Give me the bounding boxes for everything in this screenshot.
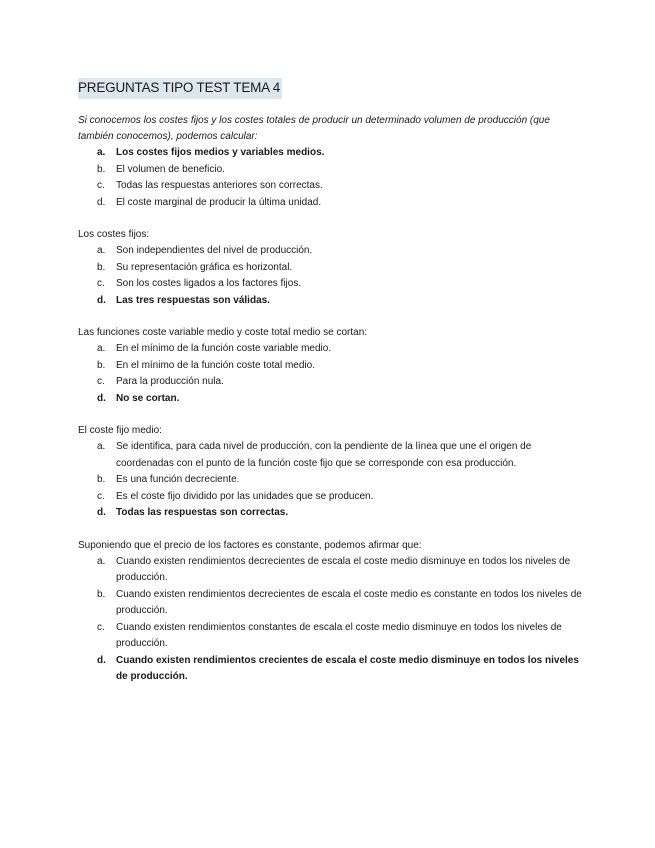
option-letter: b.	[97, 261, 106, 273]
option-text: Son los costes ligados a los factores fijos.	[116, 278, 302, 289]
question-stem: Suponiendo que el precio de los factores es constante, podemos afirmar que:	[78, 539, 422, 551]
option-letter: a.	[97, 441, 106, 452]
option-b	[78, 587, 588, 620]
options-list	[78, 341, 588, 407]
option-letter: d.	[97, 654, 106, 666]
option-letter: c.	[97, 180, 105, 191]
option-text: Cuando existen rendimientos decrecientes de escala el coste medio disminuye en todos los niveles de producción.	[116, 555, 571, 583]
option-letter: d.	[97, 507, 106, 518]
option-text: Es una función decreciente.	[116, 474, 240, 485]
option-text: No se cortan.	[116, 392, 180, 404]
option-text: Los costes fijos medios y variables medios.	[116, 147, 325, 158]
document-page	[78, 78, 588, 702]
question-stem: Las funciones coste variable medio y coste total medio se cortan:	[78, 327, 368, 338]
option-letter: b.	[97, 588, 106, 600]
option-text: Es el coste fijo dividido por las unidades que se producen.	[116, 490, 374, 502]
option-letter: c.	[97, 490, 105, 502]
option-b	[78, 358, 588, 375]
option-text: Son independientes del nivel de producción.	[116, 245, 313, 256]
question-5	[78, 538, 588, 686]
question-stem: Los costes fijos:	[78, 229, 150, 240]
option-text: Cuando existen rendimientos crecientes de escala el coste medio disminuye en todos los niveles de producción.	[116, 654, 579, 682]
option-text: El volumen de beneficio.	[116, 163, 225, 175]
options-list	[78, 554, 588, 686]
option-text: Su representación gráfica es horizontal.	[116, 261, 293, 273]
option-text: Todas las respuestas son correctas.	[116, 507, 289, 518]
options-list	[78, 439, 588, 522]
page-title: PREGUNTAS TIPO TEST TEMA 4	[78, 78, 282, 99]
option-letter: d.	[97, 196, 106, 208]
options-list	[78, 145, 588, 211]
option-text: Las tres respuestas son válidas.	[116, 294, 270, 306]
option-text: Se identifica, para cada nivel de producción, con la pendiente de la línea que une el origen de coordenadas con el punto de la función coste fijo que se corresponde con esa producción.	[116, 441, 532, 469]
options-list	[78, 243, 588, 309]
option-text: En el mínimo de la función coste variable medio.	[116, 343, 332, 354]
option-d	[78, 653, 588, 686]
question-stem: Si conocemos los costes fijos y los costes totales de producir un determinado volumen de producción (que también conocemos), podemos calcular:	[78, 115, 550, 142]
option-a	[78, 145, 588, 162]
option-letter: c.	[97, 278, 105, 289]
option-letter: a.	[97, 147, 106, 158]
option-b	[78, 472, 588, 489]
option-a	[78, 341, 588, 358]
option-text: En el mínimo de la función coste total medio.	[116, 359, 315, 371]
option-letter: d.	[97, 392, 106, 404]
option-c	[78, 276, 588, 293]
question-4	[78, 423, 588, 522]
option-text: Todas las respuestas anteriores son correctas.	[116, 180, 323, 191]
option-c	[78, 620, 588, 653]
option-letter: c.	[97, 621, 105, 633]
option-d	[78, 195, 588, 212]
option-letter: c.	[97, 376, 105, 387]
question-3	[78, 325, 588, 407]
question-2	[78, 227, 588, 309]
option-d	[78, 391, 588, 408]
option-text: El coste marginal de producir la última unidad.	[116, 196, 322, 208]
option-letter: b.	[97, 359, 106, 371]
option-text: Cuando existen rendimientos decrecientes de escala el coste medio es constante en todos los niveles de producción.	[116, 588, 582, 616]
option-letter: a.	[97, 343, 106, 354]
question-1	[78, 113, 588, 211]
option-c	[78, 374, 588, 391]
option-letter: a.	[97, 555, 106, 567]
option-letter: d.	[97, 294, 106, 306]
option-b	[78, 260, 588, 277]
option-a	[78, 554, 588, 587]
option-a	[78, 439, 588, 472]
option-text: Para la producción nula.	[116, 376, 224, 387]
option-letter: a.	[97, 245, 106, 256]
option-d	[78, 505, 588, 522]
option-a	[78, 243, 588, 260]
option-c	[78, 489, 588, 506]
option-b	[78, 162, 588, 179]
option-d	[78, 293, 588, 310]
option-c	[78, 178, 588, 195]
option-letter: b.	[97, 474, 106, 485]
option-letter: b.	[97, 163, 106, 175]
question-stem: El coste fijo medio:	[78, 425, 162, 436]
option-text: Cuando existen rendimientos constantes de escala el coste medio disminuye en todos los niveles de producción.	[116, 621, 562, 649]
